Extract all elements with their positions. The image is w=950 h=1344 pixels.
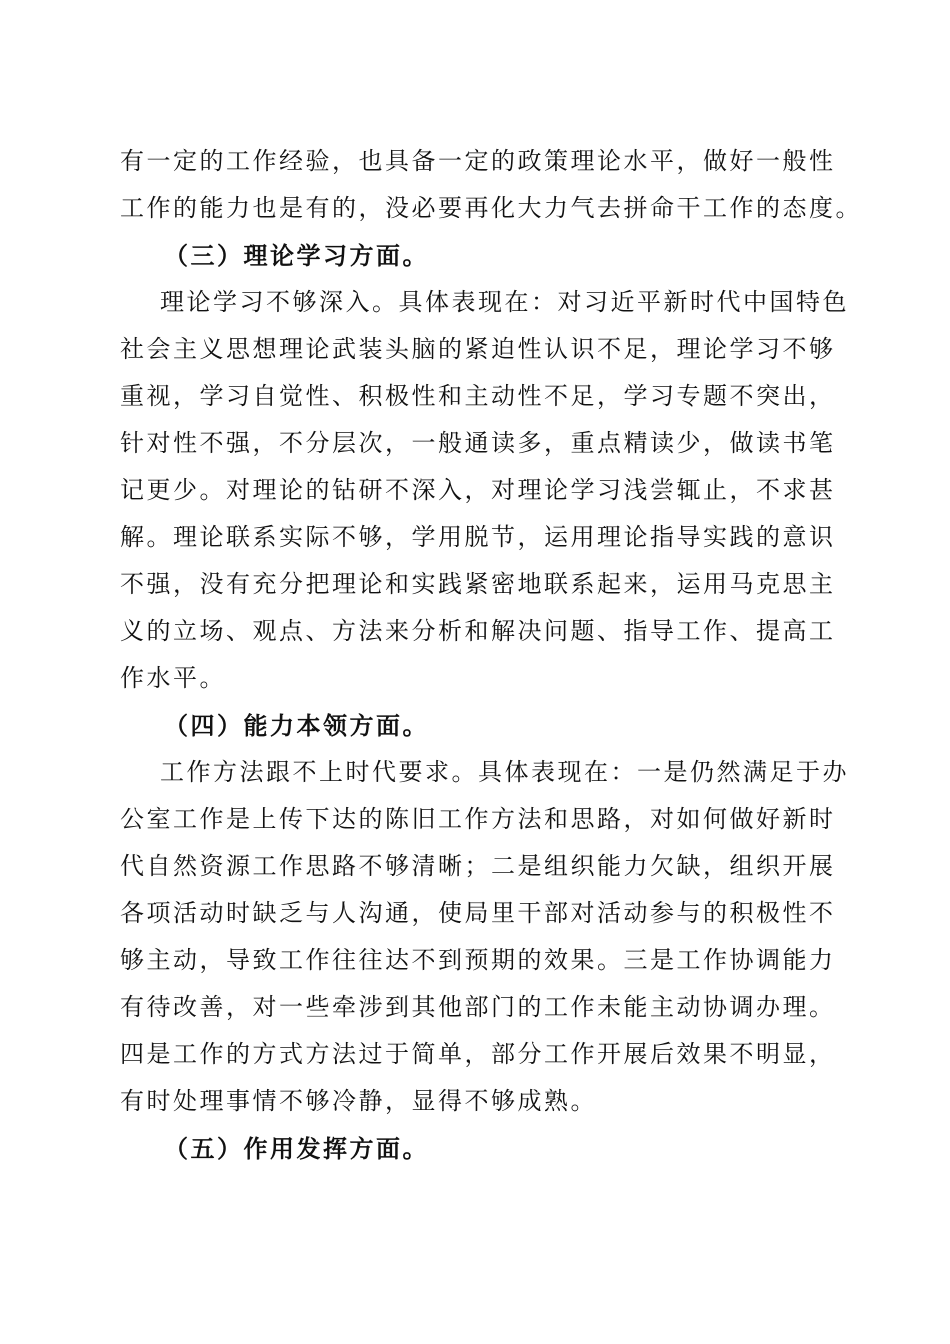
section-4-line-3: 代自然资源工作思路不够清晰；二是组织能力欠缺，组织开展 <box>120 852 836 880</box>
section-4-line-2: 公室工作是上传下达的陈旧工作方法和思路，对如何做好新时 <box>120 805 836 833</box>
section-4-line-7: 四是工作的方式方法过于简单，部分工作开展后效果不明显， <box>120 1040 836 1068</box>
section-3-line-9: 作水平。 <box>120 664 226 692</box>
section-4-line-8: 有时处理事情不够冷静，显得不够成熟。 <box>120 1087 597 1115</box>
section-3-line-2: 社会主义思想理论武装头脑的紧迫性认识不足，理论学习不够 <box>120 335 836 363</box>
section-3-line-8: 义的立场、观点、方法来分析和解决问题、指导工作、提高工 <box>120 617 836 645</box>
section-3-line-7: 不强，没有充分把理论和实践紧密地联系起来，运用马克思主 <box>120 570 836 598</box>
section-4-line-6: 有待改善，对一些牵涉到其他部门的工作未能主动协调办理。 <box>120 993 836 1021</box>
section-4-line-1: 工作方法跟不上时代要求。具体表现在：一是仍然满足于办 <box>160 758 849 786</box>
intro-line-1: 有一定的工作经验，也具备一定的政策理论水平，做好一般性 <box>120 147 836 175</box>
intro-line-2: 工作的能力也是有的，没必要再化大力气去拼命干工作的态度。 <box>120 194 862 222</box>
section-3-line-4: 针对性不强，不分层次，一般通读多，重点精读少，做读书笔 <box>120 429 836 457</box>
section-4-heading: （四）能力本领方面。 <box>164 711 429 740</box>
section-3-heading: （三）理论学习方面。 <box>164 241 429 270</box>
section-4-line-4: 各项活动时缺乏与人沟通，使局里干部对活动参与的积极性不 <box>120 899 836 927</box>
section-4-line-5: 够主动，导致工作往往达不到预期的效果。三是工作协调能力 <box>120 946 836 974</box>
section-3-line-6: 解。理论联系实际不够，学用脱节，运用理论指导实践的意识 <box>120 523 836 551</box>
section-3-line-1: 理论学习不够深入。具体表现在：对习近平新时代中国特色 <box>160 288 849 316</box>
section-5-heading: （五）作用发挥方面。 <box>164 1134 429 1163</box>
document-body <box>120 138 862 1172</box>
section-3-line-3: 重视，学习自觉性、积极性和主动性不足，学习专题不突出， <box>120 382 836 410</box>
section-3-line-5: 记更少。对理论的钻研不深入，对理论学习浅尝辄止，不求甚 <box>120 476 836 504</box>
